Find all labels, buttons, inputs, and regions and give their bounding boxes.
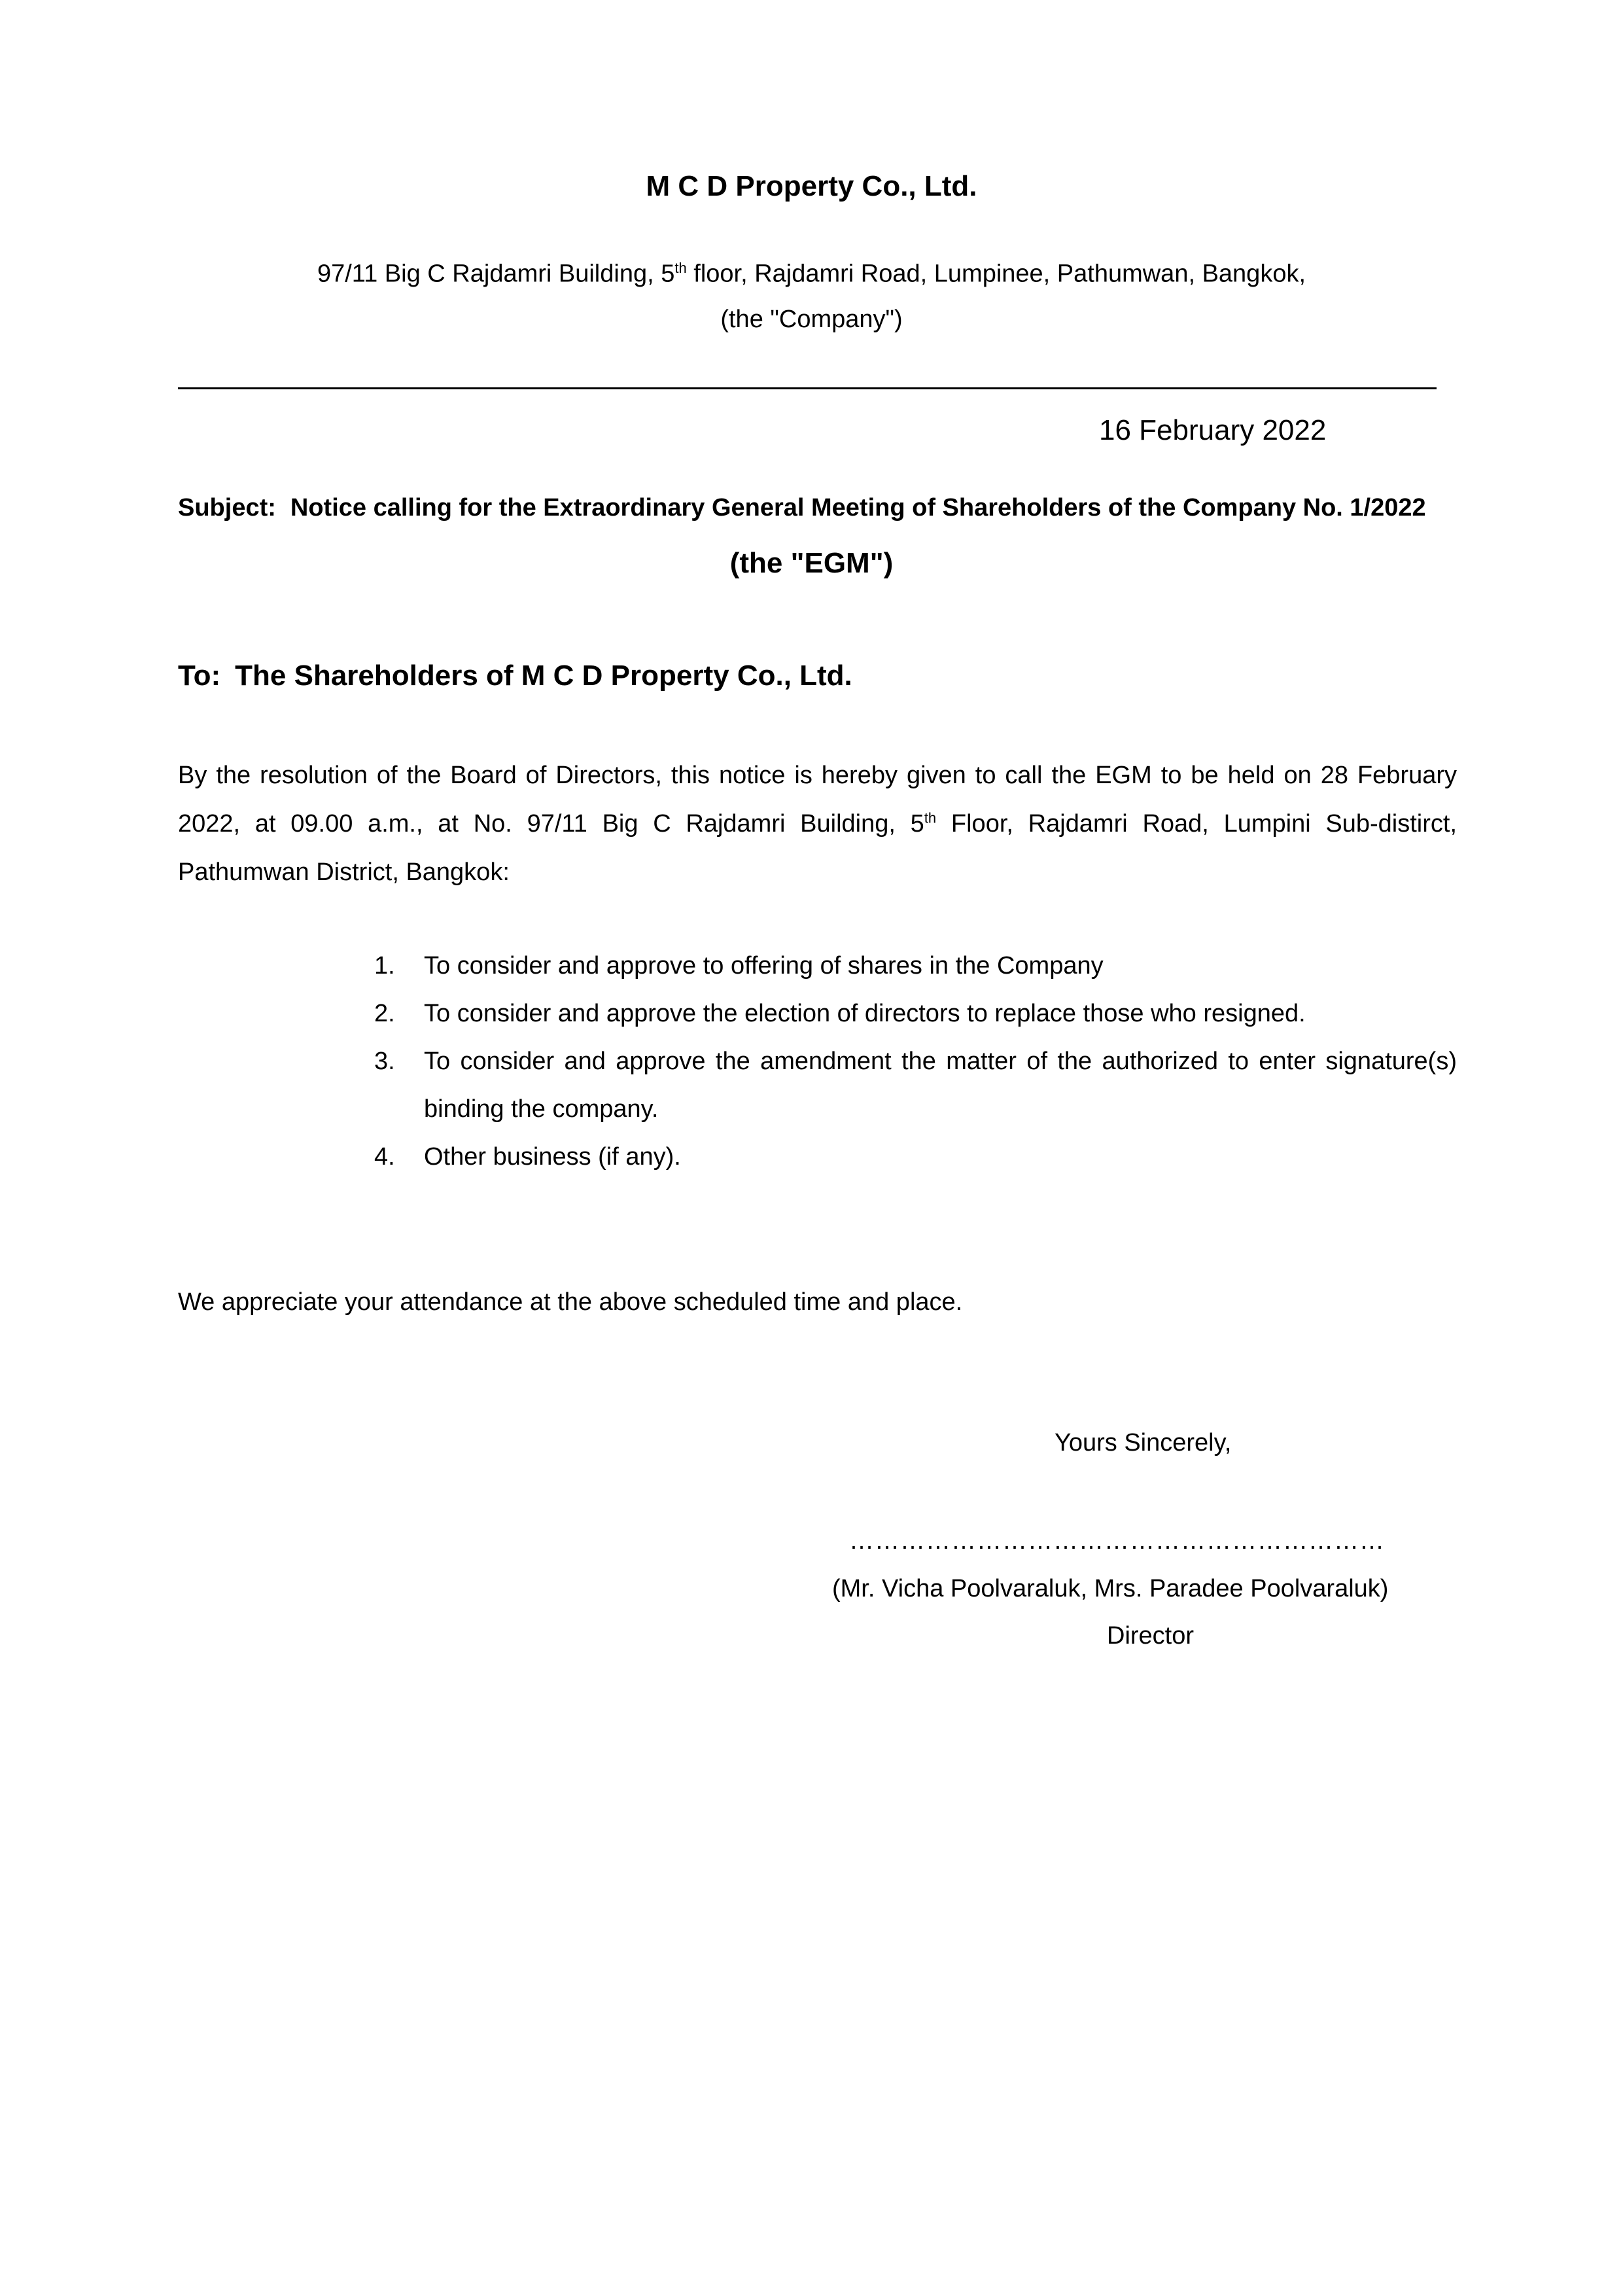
signature-line: ………………………………………………………: [849, 1527, 1385, 1555]
sign-off: Yours Sincerely,: [1055, 1429, 1232, 1457]
agenda-line: Other business (if any).: [424, 1143, 681, 1171]
agenda-text: [424, 942, 1457, 990]
agenda-text: [424, 1133, 1457, 1181]
agenda-number: 1.: [374, 952, 395, 980]
agenda-item: [374, 990, 1457, 1038]
addressee-text: The Shareholders of M C D Property Co., Ltd.: [235, 660, 852, 692]
addressee-line: [178, 656, 852, 696]
body-line-1: By the resolution of the Board of Directors, this notice is hereby given to call the EGM to be held on 28 February: [178, 762, 1457, 789]
closing-sentence: We appreciate your attendance at the above scheduled time and place.: [178, 1288, 963, 1316]
agenda-line: To consider and approve the amendment the matter of the authorized to enter signature(s): [424, 1048, 1457, 1075]
agenda-line: binding the company.: [424, 1095, 659, 1123]
subject-label: Subject:: [178, 494, 276, 521]
subject-text: Notice calling for the Extraordinary General Meeting of Shareholders of the Company No. 1/2022: [290, 494, 1426, 521]
addressee-label: To:: [178, 660, 221, 692]
body-line-2-start: 2022, at 09.00 a.m., at No. 97/11 Big C Rajdamri Building, 5: [178, 810, 924, 838]
company-address: [0, 249, 1623, 294]
agenda-item: [374, 1133, 1457, 1181]
address-text-end: floor, Rajdamri Road, Lumpinee, Pathumwan, Bangkok,: [686, 260, 1306, 288]
body-superscript: th: [924, 809, 937, 826]
address-superscript: th: [674, 260, 687, 276]
body-line-2: [178, 800, 1457, 848]
agenda-item: [374, 942, 1457, 990]
agenda-number: 2.: [374, 1000, 395, 1027]
header-divider: [178, 387, 1437, 389]
agenda-list: [374, 942, 1457, 1181]
body-line-3: Pathumwan District, Bangkok:: [178, 858, 510, 886]
notice-date: 16 February 2022: [1099, 414, 1327, 446]
company-name: M C D Property Co., Ltd.: [646, 170, 977, 202]
signatory-names: (Mr. Vicha Poolvaraluk, Mrs. Paradee Poolvaraluk): [832, 1575, 1389, 1602]
body-line-2-end: Floor, Rajdamri Road, Lumpini Sub-distirct,: [936, 810, 1457, 838]
body-paragraph: [178, 751, 1457, 896]
agenda-line: To consider and approve to offering of shares in the Company: [424, 952, 1104, 980]
address-text-start: 97/11 Big C Rajdamri Building, 5: [317, 260, 675, 288]
signatory-title: Director: [1107, 1622, 1195, 1650]
agenda-item: [374, 1038, 1457, 1133]
agenda-line: To consider and approve the election of directors to replace those who resigned.: [424, 1000, 1306, 1027]
agenda-text: [424, 990, 1457, 1038]
company-definition: (the "Company"): [720, 306, 903, 333]
agenda-number: 3.: [374, 1048, 395, 1075]
subject-line: [178, 489, 1426, 526]
agenda-number: 4.: [374, 1143, 395, 1171]
egm-definition: (the "EGM"): [729, 547, 894, 579]
agenda-text: [424, 1038, 1457, 1133]
